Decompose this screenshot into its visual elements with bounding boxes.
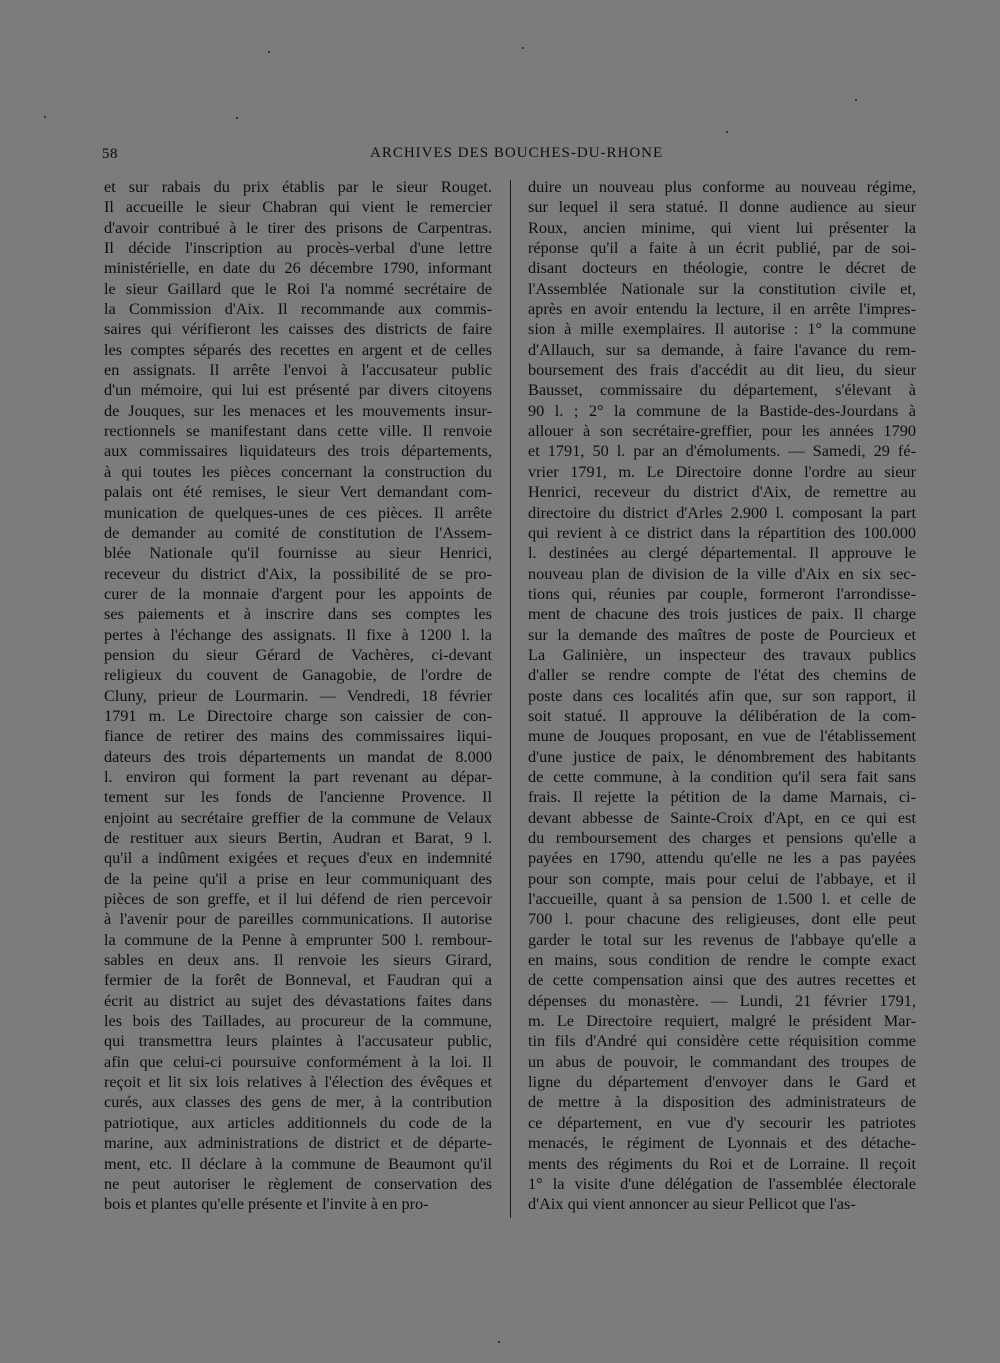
text-line: d'avoir contribué à le tirer des prisons de Carpentras. [104,217,492,237]
text-line: qu'il a indûment exigées et reçues d'eux en indemnité [104,848,492,868]
text-line: ments des régiments du Roi et de Lorraine. Il reçoit [528,1153,916,1173]
text-line: ce département, en vue d'y secourir les patriotes [528,1112,916,1132]
text-line: sur la demande des maîtres de poste de Pourcieux et [528,624,916,644]
text-line: de cette compensation ainsi que des autres recettes et [528,970,916,990]
text-line: Il accueille le sieur Chabran qui vient le remercier [104,197,492,217]
text-line: Henrici, receveur du district d'Aix, de remettre au [528,482,916,502]
text-line: poste dans ces localités afin que, sur son rapport, il [528,685,916,705]
text-line: et sur rabais du prix établis par le sieur Rouget. [104,177,492,196]
text-line: la Commission d'Aix. Il recommande aux commis- [104,299,492,319]
text-line: la commune de la Penne à emprunter 500 l. rembour- [104,929,492,949]
right-column [528,177,916,1215]
text-line: tement sur les fonds de l'ancienne Provence. Il [104,787,492,807]
text-line: 1791 m. Le Directoire charge son caissier de con- [104,705,492,725]
text-line: frais. Il rejette la pétition de la dame Marnais, ci- [528,787,916,807]
text-line: ligne du département d'envoyer dans le Gard et [528,1072,916,1092]
text-line: duire un nouveau plus conforme au nouveau régime, [528,177,916,196]
text-line: un abus de pouvoir, le commandant des troupes de [528,1051,916,1071]
text-line: pour son compte, mais pour celui de l'abbaye, et il [528,868,916,888]
text-line: les bois des Taillades, au procureur de la commune, [104,1011,492,1031]
text-line: garder le total sur les revenus de l'abbaye qu'elle a [528,929,916,949]
text-line: d'Aix qui vient annoncer au sieur Pellicot que l'as- [528,1194,856,1214]
scan-speck [522,47,524,49]
scan-speck [498,1341,500,1343]
text-line: patriotique, aux articles additionnels du code de la [104,1112,492,1132]
text-line: réponse qu'il a faite à un écrit publié, par de soi- [528,238,916,258]
text-line: tin fils d'André qui considère cette réquisition comme [528,1031,916,1051]
text-line: payées en 1790, attendu qu'elle ne les a pas payées [528,848,916,868]
text-line: ses paiements et à inscrire dans ses comptes les [104,604,492,624]
text-line: qui transmettra leurs plaintes à l'accusateur public, [104,1031,492,1051]
text-line: ment, etc. Il déclare à la commune de Beaumont qu'il [104,1153,492,1173]
scan-speck [44,116,46,118]
text-line: d'Allauch, sur sa demande, à faire l'avance du rem- [528,339,916,359]
text-line: palais ont été remises, le sieur Vert demandant com- [104,482,492,502]
text-line: tions qui, réunies par couple, formeront l'arrondisse- [528,583,916,603]
text-line: sion à mille exemplaires. Il autorise : 1° la commune [528,319,916,339]
text-line: La Galinière, un inspecteur des travaux publics [528,644,916,664]
text-line: vrier 1791, m. Le Directoire donne l'ordre au sieur [528,461,916,481]
text-line: pièces de son greffe, et il lui défend de rien percevoir [104,889,492,909]
text-line: soit statué. Il approuve la délibération de la com- [528,705,916,725]
text-line: directoire du district d'Arles 2.900 l. composant la part [528,502,916,522]
page-number: 58 [102,146,118,162]
text-line: pertes à l'échange des assignats. Il fixe à 1200 l. la [104,624,492,644]
text-line: Roux, ancien minime, qui vient lui présenter la [528,217,916,237]
text-line: l'accueille, quant à sa pension de 1.500 l. et celle de [528,889,916,909]
text-line: curés, aux classes des gens de mer, à la contribution [104,1092,492,1112]
text-line: d'aller se rendre compte de l'état des chemins de [528,665,916,685]
text-line: de la peine qu'il a prise en leur communiquant des [104,868,492,888]
text-line: ment de chacune des trois justices de paix. Il charge [528,604,916,624]
text-line: munication de quelques-unes de ces pièces. Il arrête [104,502,492,522]
column-divider [510,180,511,1218]
text-line: du remboursement des charges et pensions qu'elle a [528,828,916,847]
text-line: à l'avenir pour de pareilles communications. Il autorise [104,909,492,929]
text-line: allouer à son secrétaire-greffier, pour les années 1790 [528,421,916,441]
text-line: en assignats. Il arrête l'envoi à l'accusateur public [104,360,492,380]
text-line: reçoit et lit six lois relatives à l'élection des évêques et [104,1072,492,1092]
text-line: d'une justice de paix, le dénombrement des habitants [528,746,916,766]
text-line: aux commissaires liquidateurs des trois départements, [104,441,492,461]
text-line: fermier de la forêt de Bonneval, et Faudran qui a [104,970,492,990]
text-line: fiance de retirer des mains des commissaires liqui- [104,726,492,746]
text-line: ne peut autoriser le règlement de conservation des [104,1173,492,1193]
text-line: de restituer aux sieurs Bertin, Audran et Barat, 9 l. [104,828,492,847]
text-line: pension du sieur Gérard de Vachères, ci-devant [104,644,492,664]
text-line: de mettre à la disposition des administrateurs de [528,1092,916,1112]
text-line: le sieur Gaillard que le Roi l'a nommé secrétaire de [104,278,492,298]
text-line: de Jouques, sur les menaces et les mouvements insur- [104,400,492,420]
text-line: Cluny, prieur de Lourmarin. — Vendredi, 18 février [104,685,492,705]
text-line: l'Assemblée Nationale sur la constitution civile et, [528,278,916,298]
text-line: dépenses du monastère. — Lundi, 21 février 1791, [528,990,916,1010]
text-line: ministérielle, en date du 26 décembre 1790, informant [104,258,492,278]
text-line: écrit au district au sujet des dévastations faites dans [104,990,492,1010]
text-line: en mains, sous condition de rendre le compte exact [528,950,916,970]
text-line: qui revient à ce district dans la répartition des 100.000 [528,522,916,542]
text-line: l. environ qui forment la part revenant au dépar- [104,766,492,786]
text-line: mune de Jouques proposant, en vue de l'établissement [528,726,916,746]
text-line: religieux du couvent de Ganagobie, de l'ordre de [104,665,492,685]
scan-speck [236,117,238,119]
text-line: disant docteurs en théologie, contre le décret de [528,258,916,278]
text-line: de cette commune, à la condition qu'il sera fait sans [528,766,916,786]
text-line: devant abbesse de Sainte-Croix d'Apt, en ce qui est [528,807,916,827]
scan-speck [726,131,728,133]
text-line: menacés, le régiment de Lyonnais et des détache- [528,1133,916,1153]
text-line: marine, aux administrations de district et de départe- [104,1133,492,1153]
text-line: l. destinées au clergé départemental. Il approuve le [528,543,916,563]
text-line: bois et plantes qu'elle présente et l'invite à en pro- [104,1194,429,1214]
scan-speck [268,51,270,53]
text-line: sables en deux ans. Il renvoie les sieurs Girard, [104,950,492,970]
text-line: blée Nationale qu'il fournisse au sieur Henrici, [104,543,492,563]
text-line: sur lequel il sera statué. Il donne audience au sieur [528,197,916,217]
text-line: 1° la visite d'une délégation de l'assemblée électorale [528,1173,916,1193]
text-line: nouveau plan de division de la ville d'Aix en six sec- [528,563,916,583]
text-line: Bausset, commissaire du département, s'élevant à [528,380,916,400]
text-line: enjoint au secrétaire greffier de la commune de Velaux [104,807,492,827]
text-line: Il décide l'inscription au procès-verbal d'une lettre [104,238,492,258]
text-line: boursement des frais d'accédit au dit lieu, du sieur [528,360,916,380]
text-line: dateurs des trois départements un mandat de 8.000 [104,746,492,766]
text-line: les comptes séparés des recettes en argent et de celles [104,339,492,359]
text-line: à qui toutes les pièces concernant la construction du [104,461,492,481]
text-line: afin que celui-ci poursuive conformément à la loi. Il [104,1051,492,1071]
text-line: curer de la monnaie d'argent pour les appoints de [104,583,492,603]
text-line: saires qui vérifieront les caisses des districts de faire [104,319,492,339]
text-line: 700 l. pour chacune des religieuses, dont elle peut [528,909,916,929]
text-line: d'un mémoire, qui lui est présenté par divers citoyens [104,380,492,400]
scan-speck [855,99,857,101]
text-line: et 1791, 50 l. par an d'émoluments. — Samedi, 29 fé- [528,441,916,461]
text-line: m. Le Directoire requiert, malgré le président Mar- [528,1011,916,1031]
text-line: après en avoir entendu la lecture, il en arrête l'impres- [528,299,916,319]
text-line: 90 l. ; 2° la commune de la Bastide-des-Jourdans à [528,400,916,420]
text-line: rectionnels se manifestant dans cette ville. Il renvoie [104,421,492,441]
left-column [104,177,492,1215]
text-line: de demander au comité de constitution de l'Assem- [104,522,492,542]
running-head: ARCHIVES DES BOUCHES-DU-RHONE [370,145,664,161]
text-line: receveur du district d'Aix, la possibilité de se pro- [104,563,492,583]
